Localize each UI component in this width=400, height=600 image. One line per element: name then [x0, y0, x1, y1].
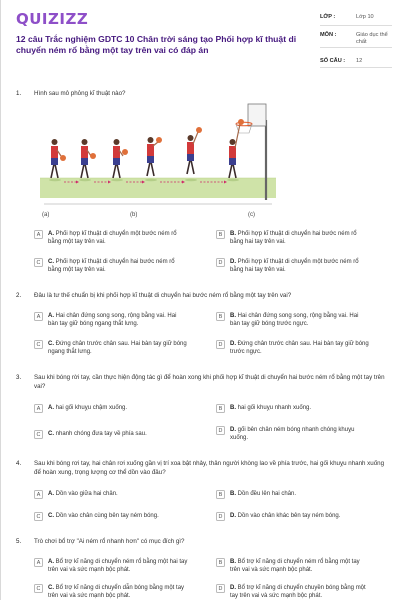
option-q3-a[interactable]	[34, 404, 188, 413]
player-leg	[117, 164, 120, 178]
player-figure	[49, 139, 66, 181]
option-letter: D	[216, 584, 225, 593]
meta-value: Lớp 10	[356, 14, 374, 20]
option-text: nhanh chóng đưa tay về phía sau.	[55, 431, 147, 437]
option-label: D.	[230, 513, 236, 519]
option-letter: B	[216, 312, 225, 321]
worksheet-meta	[320, 14, 392, 76]
option-label: B.	[230, 231, 236, 237]
option-text: Hai chân đứng song song, rộng bằng vai. Hai bàn tay giữ bóng ngang thắt lưng.	[48, 313, 177, 327]
player-shadow	[227, 179, 239, 181]
option-label: C.	[48, 513, 54, 519]
player-shorts	[113, 158, 120, 165]
player-leg	[81, 164, 84, 178]
player-figure	[227, 119, 244, 181]
player-figure	[185, 127, 202, 181]
player-shirt	[81, 146, 88, 158]
option-q1-b[interactable]	[216, 230, 370, 246]
player-shadow	[79, 179, 91, 181]
option-text: hai gối khuỵu nhanh xuống.	[237, 405, 312, 411]
player-leg	[187, 160, 190, 174]
option-text: Dồn đều lên hai chân.	[237, 491, 297, 497]
option-letter: D	[216, 426, 225, 435]
option-label: B.	[230, 313, 236, 319]
player-arm	[193, 132, 198, 144]
option-label: A.	[48, 313, 54, 319]
option-text: Hai chân đứng song song, rộng bằng vai. Hai bàn tay giữ bóng trước ngực.	[230, 313, 359, 327]
basketball	[90, 153, 96, 159]
option-text: Dồn vào chân khác bên tay ném bóng.	[237, 513, 341, 519]
player-head	[114, 139, 120, 145]
player-shadow	[185, 179, 197, 181]
option-label: D.	[230, 585, 236, 591]
meta-key: SỐ CÂU :	[320, 58, 346, 64]
option-label: B.	[230, 405, 236, 411]
player-shadow	[111, 179, 123, 181]
option-q1-d[interactable]	[216, 258, 370, 274]
player-leg	[233, 164, 236, 178]
option-label: D.	[230, 259, 236, 265]
option-letter: B	[216, 404, 225, 413]
question-text: Đâu là tư thế chuẩn bị khi phối hợp kĩ thuật di chuyển hai bước ném rổ bằng một tay trên vai?	[34, 292, 292, 299]
player-leg	[151, 162, 154, 176]
question-text: Trò chơi bổ trợ "Ai ném rổ nhanh hơn" có mục đích gì?	[34, 538, 185, 545]
option-label: B.	[230, 491, 236, 497]
option-q1-c[interactable]	[34, 258, 188, 274]
player-leg	[113, 164, 116, 178]
option-letter: D	[216, 258, 225, 267]
player-figure	[145, 137, 162, 181]
option-q1-a[interactable]	[34, 230, 188, 246]
page-title: 12 câu Trắc nghiệm GDTC 10 Chân trời sáng tạo Phối hợp kĩ thuật di chuyển ném rổ bằng một tay trên vai có đáp án	[16, 34, 297, 55]
question-4	[16, 460, 392, 540]
question-3	[16, 374, 392, 464]
option-letter: C	[34, 258, 43, 267]
meta-row-subject	[320, 32, 392, 52]
player-head	[230, 139, 236, 145]
option-letter: A	[34, 490, 43, 499]
option-q4-c[interactable]	[34, 512, 188, 521]
page-border	[0, 0, 1, 600]
player-head	[148, 137, 154, 143]
player-shadow	[49, 179, 61, 181]
question-number: 4.	[16, 460, 22, 467]
option-letter: B	[216, 230, 225, 239]
player-shorts	[229, 158, 236, 165]
option-q4-a[interactable]	[34, 490, 188, 499]
option-letter: A	[34, 558, 43, 567]
player-leg	[85, 164, 88, 178]
figure-label-a: (a)	[42, 212, 50, 218]
option-letter: C	[34, 584, 43, 593]
figure-label-b: (b)	[130, 212, 138, 218]
option-label: C.	[48, 341, 54, 347]
question-2	[16, 292, 392, 372]
basketball	[156, 137, 162, 143]
player-head	[188, 135, 194, 141]
option-q2-d[interactable]	[216, 340, 370, 356]
player-leg	[55, 164, 58, 178]
divider	[320, 67, 392, 68]
option-text: Đứng chân trước chân sau. Hai bàn tay giữ bóng trước ngực.	[230, 341, 369, 355]
option-q5-a[interactable]	[34, 558, 188, 574]
option-label: A.	[48, 231, 54, 237]
option-label: D.	[230, 427, 236, 433]
option-q3-b[interactable]	[216, 404, 370, 413]
player-leg	[191, 160, 194, 174]
option-text: Phối hợp kĩ thuật di chuyển hai bước ném rổ bằng hai tay trên vai.	[230, 231, 357, 245]
question-text: Sau khi bóng rời tay, cần thực hiện động tác gì để hoàn xong khi phối hợp kĩ thuật di chuyển hai bước ném rổ bằng một tay trên vai?	[34, 374, 385, 390]
option-q2-c[interactable]	[34, 340, 188, 356]
divider	[320, 47, 392, 48]
option-letter: B	[216, 490, 225, 499]
option-label: A.	[48, 405, 54, 411]
option-q4-d[interactable]	[216, 512, 370, 521]
meta-value: 12	[356, 58, 363, 64]
option-letter: C	[34, 340, 43, 349]
option-text: gối bên chân ném bóng nhanh chóng khuỵu xuống.	[230, 427, 355, 441]
option-q3-d[interactable]	[216, 426, 370, 442]
question-number: 5.	[16, 538, 22, 545]
meta-key: LỚP :	[320, 14, 336, 20]
option-text: Đứng chân trước chân sau. Hai bàn tay giữ bóng ngang thắt lưng.	[48, 341, 187, 355]
question-text: Hình sau mô phỏng kĩ thuật nào?	[34, 90, 126, 97]
player-leg	[147, 162, 150, 176]
figure-label-c: (c)	[248, 212, 255, 218]
option-letter: C	[34, 430, 43, 439]
option-q5-c[interactable]	[34, 584, 188, 600]
option-letter: A	[34, 312, 43, 321]
players-group	[49, 119, 244, 181]
basketball	[196, 127, 202, 133]
option-letter: A	[34, 230, 43, 239]
option-text: Bổ trợ kĩ năng di chuyển dẫn bóng bằng một tay trên vai và sức mạnh bộc phát.	[48, 585, 185, 599]
player-figure	[79, 139, 96, 181]
option-q5-b[interactable]	[216, 558, 370, 574]
meta-row-count	[320, 58, 392, 70]
option-text: Dồn vào chân cùng bên tay ném bóng.	[55, 513, 159, 519]
player-shorts	[147, 156, 154, 163]
basketball	[60, 155, 66, 161]
option-text: Dồn vào giữa hai chân.	[55, 491, 118, 497]
option-letter: D	[216, 512, 225, 521]
option-text: Phối hợp kĩ thuật di chuyển hai bước ném rổ bằng một tay trên vai.	[48, 259, 175, 273]
player-shirt	[51, 146, 58, 158]
player-figure	[111, 139, 128, 181]
basketball	[122, 149, 128, 155]
player-leg	[51, 164, 54, 178]
player-head	[82, 139, 88, 145]
basketball	[238, 119, 244, 125]
option-label: D.	[230, 341, 236, 347]
option-q5-d[interactable]	[216, 584, 370, 600]
option-q4-b[interactable]	[216, 490, 370, 499]
layup-illustration	[40, 100, 276, 220]
option-label: A.	[48, 559, 54, 565]
option-text: Bổ trợ kĩ năng di chuyển ném rổ bằng một hai tay trên vai và sức mạnh bộc phát.	[48, 559, 188, 573]
option-letter: B	[216, 558, 225, 567]
option-label: C.	[48, 431, 54, 437]
option-label: C.	[48, 259, 54, 265]
question-text: Sau khi bóng rơi tay, hai chân rơi xuống gần vị trí xoa bật nhảy, thân người khòng lao về phía trước, hai gối khuỵu nhanh xuống để hoàn xung, trọng lượng cơ thể dồn vào đâu?	[34, 460, 385, 476]
player-shadow	[145, 179, 157, 181]
option-letter: A	[34, 404, 43, 413]
player-shorts	[187, 154, 194, 161]
divider	[320, 25, 392, 26]
option-letter: D	[216, 340, 225, 349]
player-shorts	[81, 158, 88, 165]
meta-value: Giáo dục thể chất	[356, 32, 388, 45]
option-text: Phối hợp kĩ thuật di chuyển một bước ném rổ bằng hai tay trên vai.	[230, 259, 359, 273]
question-number: 2.	[16, 292, 22, 299]
quizizz-logo[interactable]: QUIZIZZ	[16, 10, 89, 28]
option-label: C.	[48, 585, 54, 591]
question-number: 1.	[16, 90, 22, 97]
option-text: Bổ trợ kĩ năng di chuyển ném rổ bằng một tay trên vai và sức mạnh bộc phát.	[230, 559, 360, 573]
option-q2-a[interactable]	[34, 312, 188, 328]
court-floor	[40, 178, 276, 198]
player-head	[52, 139, 58, 145]
option-label: A.	[48, 491, 54, 497]
option-label: B.	[230, 559, 236, 565]
player-shirt	[113, 146, 120, 158]
option-text: Phối hợp kĩ thuật di chuyển một bước ném rổ bằng một tay trên vai.	[48, 231, 177, 245]
player-shorts	[51, 158, 58, 165]
option-q2-b[interactable]	[216, 312, 370, 328]
option-text: Bổ trợ kĩ năng di chuyển chuyền bóng bằng một tay trên vai và sức mạnh bộc phát.	[230, 585, 366, 599]
page-header	[16, 10, 306, 56]
question-number: 3.	[16, 374, 22, 381]
option-q3-c[interactable]	[34, 430, 188, 439]
meta-key: MÔN :	[320, 32, 337, 38]
option-letter: C	[34, 512, 43, 521]
player-leg	[229, 164, 232, 178]
option-text: hai gối khuỵu chậm xuống.	[55, 405, 128, 411]
